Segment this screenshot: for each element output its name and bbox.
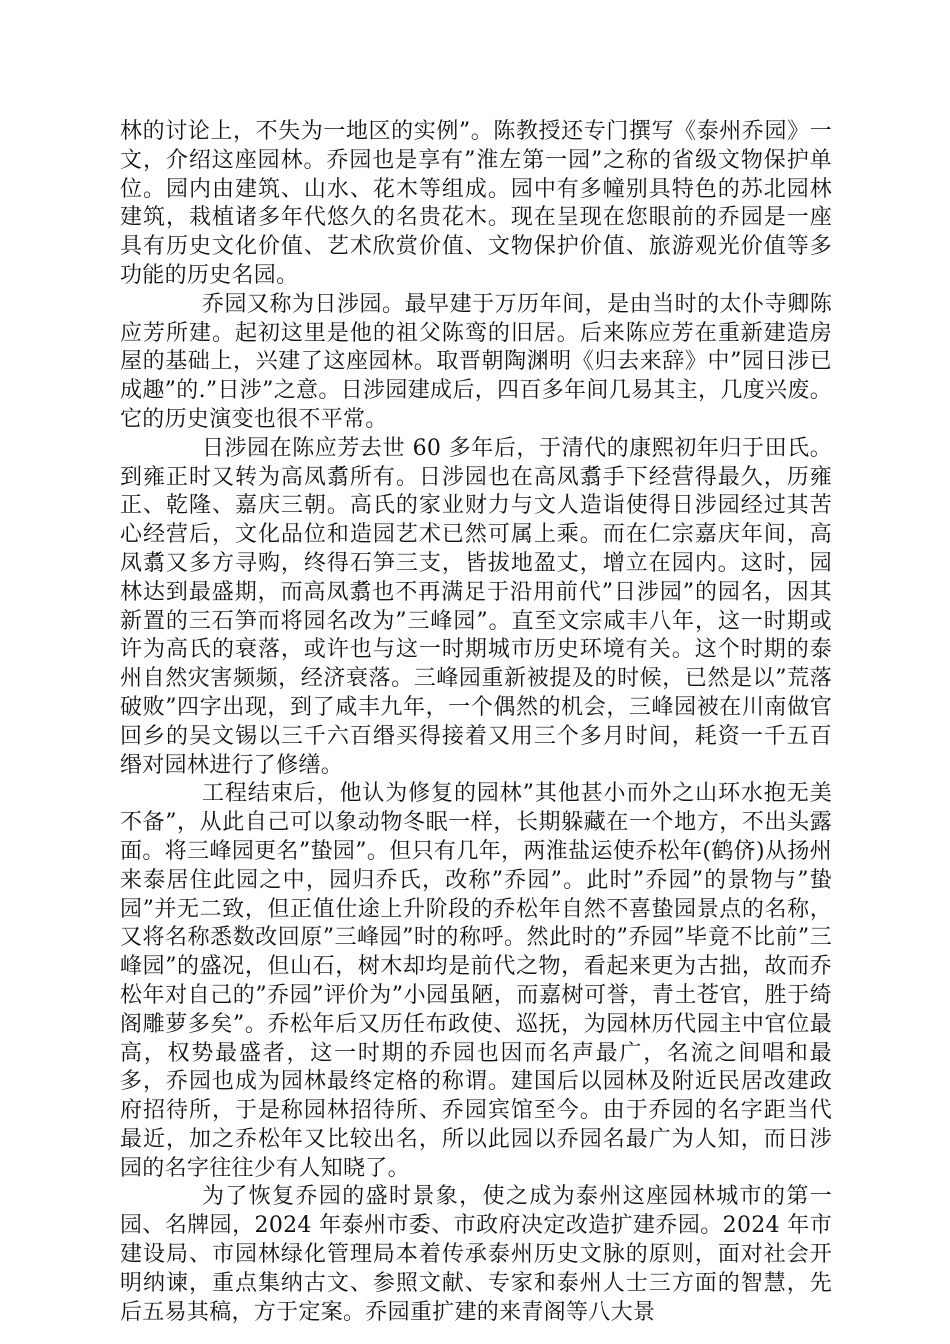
paragraph-restoration-2024: 为了恢复乔园的盛时景象，使之成为泰州这座园林城市的第一园、名牌园，2024 年泰州市委、市政府决定改造扩建乔园。2024 年市建设局、市园林绿化管理局本着传承泰州历史文脉的原则，面对社会开明纳谏，重点集纳古文、参照文献、专家和泰州人士三方面的智慧，先后五易其稿，方于定案。乔园重扩建的来青阁等八大景 [120,1184,832,1325]
paragraph-riseyuan-origin: 乔园又称为日涉园。最早建于万历年间，是由当时的太仆寺卿陈应芳所建。起初这里是他的祖父陈鸾的旧居。后来陈应芳在重新建造房屋的基础上，兴建了这座园林。取晋朝陶渊明《归去来辞》中”园日涉已成趣”的.”日涉”之意。日涉园建成后，四百多年间几易其主，几度兴废。它的历史演变也很不平常。 [120,291,832,432]
article-body [120,118,832,1327]
paragraph-sanfengyuan-history: 日涉园在陈应芳去世 60 多年后，于清代的康熙初年归于田氏。到雍正时又转为高凤翥所有。日涉园也在高凤翥手下经营得最久，历雍正、乾隆、嘉庆三朝。高氏的家业财力与文人造诣使得日涉园经过其苦心经营后，文化品位和造园艺术已然可属上乘。而在仁宗嘉庆年间，高凤翥又多方寻购，终得石笋三支，皆拔地盈丈，增立在园内。这时，园林达到最盛期，而高凤翥也不再满足于沿用前代”日涉园”的园名，因其新置的三石笋而将园名改为”三峰园”。直至文宗咸丰八年，这一时期或许为高氏的衰落，或许也与这一时期城市历史环境有关。这个时期的泰州自然灾害频频，经济衰落。三峰园重新被提及的时候，已然是以”荒落破败”四字出现，到了咸丰九年，一个偶然的机会，三峰园被在川南做官回乡的吴文锡以三千六百缗买得接着又用三个多月时间，耗资一千五百缗对园林进行了修缮。 [120,435,832,778]
paragraph-qiaoyuan-naming: 工程结束后，他认为修复的园林”其他甚小而外之山环水抱无美不备”，从此自己可以象动物冬眠一样，长期躲藏在一个地方，不出头露面。将三峰园更名”蛰园”。但只有几年，两淮盐运使乔松年(鹤侪)从扬州来泰居住此园之中，园归乔氏，改称”乔园”。此时”乔园”的景物与”蛰园”并无二致，但正值仕途上升阶段的乔松年自然不喜蛰园景点的名称，又将名称悉数改回原”三峰园”时的称呼。然此时的”乔园”毕竟不比前”三峰园”的盛况，但山石，树木却均是前代之物，看起来更为古拙，故而乔松年对自己的”乔园”评价为”小园虽陋，而嘉树可誉，青土苍官，胜于绮阁雕萝多矣”。乔松年后又历任布政使、巡抚，为园林历代园主中官位最高，权势最盛者，这一时期的乔园也因而名声最广，名流之间唱和最多，乔园也成为园林最终定格的称谓。建国后以园林及附近民居改建政府招待所，于是称园林招待所、乔园宾馆至今。由于乔园的名字距当代最近，加之乔松年又比较出名，所以此园以乔园名最广为人知，而日涉园的名字往往少有人知晓了。 [120,781,832,1181]
paragraph-continued: 林的讨论上，不失为一地区的实例”。陈教授还专门撰写《泰州乔园》一文，介绍这座园林。乔园也是享有”淮左第一园”之称的省级文物保护单位。园内由建筑、山水、花木等组成。园中有多幢别具特色的苏北园林建筑，栽植诸多年代悠久的名贵花木。现在呈现在您眼前的乔园是一座具有历史文化价值、艺术欣赏价值、文物保护价值、旅游观光价值等多功能的历史名园。 [120,119,832,288]
